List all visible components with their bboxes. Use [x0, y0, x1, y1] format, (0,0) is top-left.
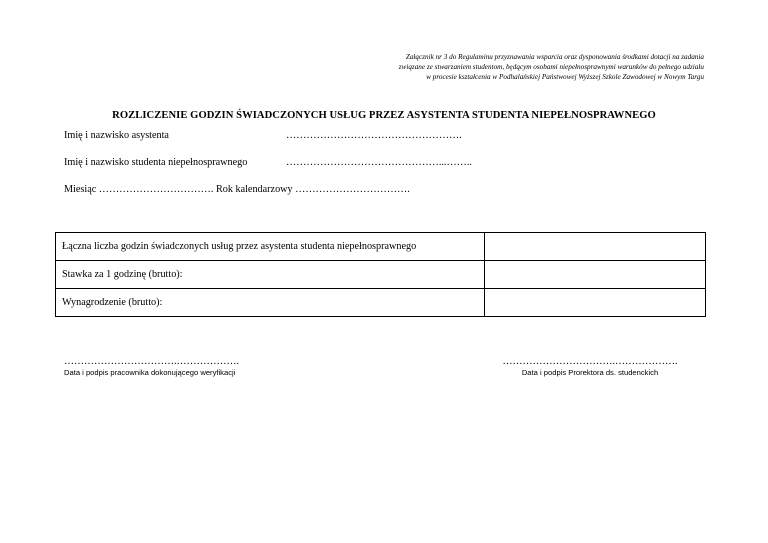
table-row	[56, 289, 706, 317]
total-hours-value	[485, 233, 706, 261]
summary-table	[55, 232, 706, 317]
total-hours-label: Łączna liczba godzin świadczonych usług przez asystenta studenta niepełnosprawnego	[56, 233, 485, 261]
assistant-name-field	[64, 130, 462, 141]
hourly-rate-label: Stawka za 1 godzinę (brutto):	[56, 261, 485, 289]
table-row	[56, 261, 706, 289]
table-row	[56, 233, 706, 261]
signature-line: …………………………….……………….	[64, 356, 239, 367]
salary-value	[485, 289, 706, 317]
signature-caption: Data i podpis pracownika dokonującego weryfikacji	[64, 368, 236, 377]
student-name-blank: ………………………………………...……..	[286, 157, 472, 168]
student-name-field	[64, 157, 472, 168]
annex-line: w procesie kształcenia w Podhalańskiej Państwowej Wyższej Szkole Zawodowej w Nowym Targu	[426, 73, 704, 81]
assistant-name-label: Imię i nazwisko asystenta	[64, 130, 169, 141]
document-title: ROZLICZENIE GODZIN ŚWIADCZONYCH USŁUG PRZEZ ASYSTENTA STUDENTA NIEPEŁNOSPRAWNEGO	[112, 110, 656, 121]
signature-line: …………………………….……………….	[502, 356, 678, 367]
student-name-label: Imię i nazwisko studenta niepełnosprawnego	[64, 157, 248, 168]
annex-note	[284, 52, 704, 82]
annex-line: związane ze stwarzaniem studentom, będącym osobami niepełnosprawnymi warunków do pełnego udziału	[398, 63, 704, 71]
signature-verifier	[64, 356, 239, 377]
assistant-name-blank: …………………………………………….	[286, 130, 462, 141]
signature-caption: Data i podpis Prorektora ds. studenckich	[521, 368, 659, 377]
signature-prorector	[484, 356, 696, 377]
annex-line: Załącznik nr 3 do Regulaminu przyznawania wsparcia oraz dysponowania środkami dotacji na zadania	[405, 53, 704, 61]
salary-label: Wynagrodzenie (brutto):	[56, 289, 485, 317]
month-year-line: Miesiąc ……………………………. Rok kalendarzowy …………………………….	[64, 184, 410, 195]
hourly-rate-value	[485, 261, 706, 289]
